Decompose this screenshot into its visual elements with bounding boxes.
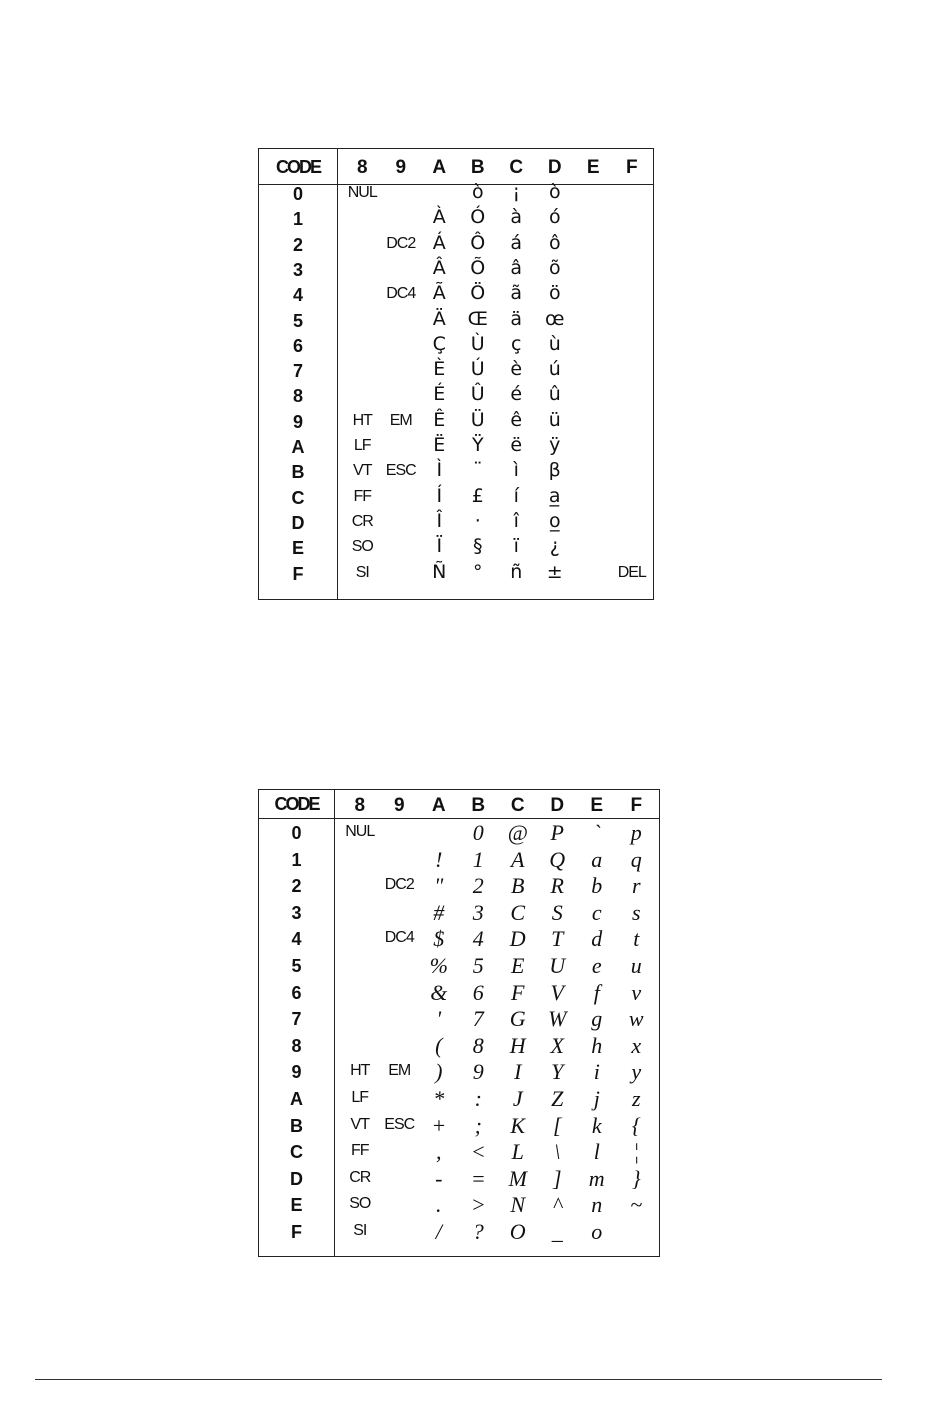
char-cell: FF (350, 1142, 369, 1160)
column-header-d: D (547, 157, 562, 178)
char-cell: SO (349, 1195, 371, 1213)
char-cell: ç (511, 332, 522, 355)
char-cell: K (510, 1112, 526, 1138)
row-label-e: E (290, 1195, 303, 1216)
char-cell: X (550, 1032, 564, 1058)
char-cell: SI (353, 1222, 367, 1239)
char-cell: 7 (472, 1006, 484, 1032)
char-cell: " (434, 873, 444, 899)
char-cell: é (510, 383, 523, 406)
char-cell: T (551, 926, 564, 952)
char-cell: 3 (472, 899, 484, 925)
char-cell: ? (472, 1219, 484, 1244)
char-cell: k (591, 1112, 602, 1138)
char-cell: n (591, 1192, 603, 1218)
row-label-8: 8 (291, 1035, 302, 1056)
column-header-d: D (550, 794, 565, 816)
char-cell: S (551, 899, 563, 925)
char-cell: Œ (467, 307, 488, 330)
char-cell: ¡ (512, 181, 521, 203)
char-cell: t (633, 926, 640, 952)
char-cell: q (630, 846, 642, 872)
char-cell: ú (548, 358, 561, 381)
char-cell: u (630, 953, 642, 978)
char-cell: O (509, 1219, 526, 1244)
char-cell: ± (546, 560, 563, 583)
row-label-c: C (291, 487, 305, 508)
char-cell: Ù (470, 332, 485, 355)
row-label-9: 9 (292, 411, 303, 432)
char-cell: } (631, 1165, 641, 1191)
code-column-divider (334, 790, 335, 1256)
character-table-international (258, 148, 654, 600)
column-header-b: B (470, 157, 485, 178)
char-cell: * (433, 1086, 445, 1111)
char-cell: - (435, 1165, 443, 1191)
char-cell: A (511, 846, 525, 872)
char-cell: C (510, 899, 526, 925)
row-label-4: 4 (291, 929, 302, 950)
char-cell: ï (513, 535, 519, 558)
char-cell: ó (548, 206, 561, 229)
char-cell: À (432, 206, 446, 229)
row-label-1: 1 (292, 209, 303, 230)
char-cell: 0 (472, 820, 484, 845)
char-cell: U (549, 953, 566, 978)
row-label-0: 0 (292, 184, 303, 204)
char-cell: E (511, 953, 525, 978)
char-cell: FF (353, 487, 372, 505)
column-header-9: 9 (395, 157, 407, 178)
char-cell: Û (470, 383, 485, 406)
page-footer-rule (35, 1379, 882, 1380)
char-cell: W (548, 1006, 567, 1032)
code-column-divider (337, 149, 338, 599)
char-cell: [ (552, 1112, 562, 1138)
char-cell: r (631, 873, 641, 899)
char-cell: % (429, 953, 448, 978)
char-cell: \ (554, 1139, 561, 1165)
char-cell: HT (352, 411, 372, 429)
char-cell: DC4 (384, 929, 414, 947)
row-label-b: B (291, 462, 305, 483)
char-cell: p (630, 820, 642, 845)
char-cell: EM (388, 1062, 411, 1080)
char-cell: J (512, 1086, 523, 1111)
char-cell: H (509, 1032, 526, 1058)
char-cell: $ (433, 926, 445, 952)
char-cell: õ (548, 256, 561, 279)
char-cell: Í (436, 484, 443, 507)
char-cell: I (514, 1059, 522, 1085)
char-cell: ü (548, 408, 561, 431)
char-cell: Ü (470, 408, 485, 431)
column-header-e: E (590, 794, 604, 816)
char-cell: B (511, 873, 525, 899)
char-cell: d (591, 926, 603, 952)
char-cell: · (474, 509, 481, 532)
char-cell: ù (548, 332, 561, 355)
char-cell: V (550, 979, 564, 1005)
char-cell: Ä (432, 307, 446, 330)
char-cell: w (628, 1006, 644, 1032)
row-label-a: A (291, 437, 305, 457)
char-cell: Ú (470, 358, 485, 381)
char-cell: v (631, 979, 642, 1005)
column-header-b: B (471, 794, 486, 816)
char-cell: Â (432, 256, 446, 279)
char-cell: R (550, 873, 564, 899)
char-cell: a̲ (548, 484, 561, 507)
row-label-d: D (290, 1168, 303, 1189)
column-header-e: E (586, 157, 600, 178)
char-cell: + (431, 1112, 447, 1138)
char-cell: EM (389, 411, 412, 429)
char-cell: È (433, 358, 446, 381)
row-label-3: 3 (292, 259, 303, 280)
row-label-c: C (290, 1142, 303, 1163)
char-cell: y (631, 1059, 642, 1085)
char-cell: í (513, 484, 519, 507)
row-label-2: 2 (292, 234, 303, 255)
char-cell: ì (513, 459, 519, 482)
header-divider (259, 818, 659, 819)
char-cell: Ñ (432, 560, 447, 583)
char-cell: P (550, 820, 564, 845)
char-cell: è (510, 358, 523, 381)
row-label-6: 6 (292, 335, 303, 356)
char-cell: a (591, 846, 603, 872)
column-header-a: A (431, 794, 446, 816)
char-cell: ô (548, 231, 561, 254)
char-cell: 2 (472, 873, 484, 899)
char-cell: VT (353, 462, 372, 480)
char-cell: û (548, 383, 561, 406)
char-cell: £ (471, 484, 484, 507)
char-cell: Ô (470, 231, 486, 254)
char-cell: Á (432, 231, 446, 254)
char-cell: Õ (470, 256, 486, 279)
character-table-italic (258, 789, 660, 1257)
char-cell: ÿ (549, 434, 561, 456)
row-label-8: 8 (292, 386, 303, 407)
char-cell: N (510, 1192, 526, 1218)
char-cell: > (470, 1192, 486, 1218)
row-label-a: A (290, 1089, 303, 1109)
char-cell: ] (552, 1165, 562, 1191)
char-cell: l (593, 1139, 600, 1165)
char-cell: 9 (472, 1059, 484, 1085)
char-cell: â (510, 256, 523, 279)
char-cell: g (591, 1006, 603, 1032)
char-cell: DC4 (386, 285, 416, 303)
char-cell: F (511, 979, 525, 1005)
char-cell: ò (471, 181, 484, 203)
row-label-7: 7 (292, 361, 303, 382)
char-cell: @ (507, 820, 528, 845)
char-cell: M (508, 1165, 527, 1191)
char-cell: & (430, 979, 448, 1005)
char-cell: DEL (617, 563, 646, 581)
char-cell: / (435, 1219, 442, 1244)
char-cell: ) (435, 1059, 443, 1085)
char-cell: § (473, 535, 483, 558)
char-cell: VT (350, 1115, 369, 1133)
char-cell: ; (474, 1112, 482, 1138)
char-cell: ESC (385, 462, 416, 480)
char-cell: f (593, 979, 600, 1005)
char-cell: ö (548, 282, 561, 305)
row-label-f: F (292, 563, 304, 584)
char-cell: ¦ (633, 1139, 640, 1165)
char-cell: Q (549, 846, 566, 872)
char-cell: : (474, 1086, 482, 1111)
char-cell: b (591, 873, 603, 899)
char-cell: Ó (470, 206, 486, 229)
char-cell: ¿ (549, 535, 560, 558)
char-cell: = (470, 1165, 486, 1191)
char-cell: á (510, 231, 523, 254)
char-cell: Î (436, 509, 443, 532)
char-cell: É (433, 383, 446, 406)
char-cell: x (631, 1032, 642, 1058)
char-cell: œ (545, 307, 565, 330)
char-cell: LF (353, 437, 371, 454)
char-cell: . (436, 1192, 442, 1218)
char-cell: DC2 (386, 234, 416, 252)
char-cell: CR (351, 512, 373, 530)
char-cell: SI (355, 563, 369, 581)
row-label-b: B (290, 1115, 303, 1136)
char-cell: m (588, 1165, 605, 1191)
row-label-5: 5 (292, 310, 303, 331)
column-header-8: 8 (356, 157, 368, 178)
char-cell: ESC (384, 1115, 415, 1133)
char-cell: Ã (432, 282, 446, 305)
char-cell: NUL (345, 823, 375, 840)
char-cell: SO (351, 538, 373, 556)
char-cell: 8 (472, 1032, 484, 1058)
char-cell: j (593, 1086, 600, 1111)
column-header-9: 9 (393, 794, 405, 816)
row-label-1: 1 (291, 849, 302, 870)
char-cell: HT (350, 1062, 370, 1080)
char-cell: ò (548, 181, 561, 203)
char-cell: ñ (510, 560, 523, 583)
char-cell: ' (436, 1006, 442, 1032)
char-cell: i (593, 1059, 600, 1085)
char-cell: e (591, 953, 602, 978)
char-cell: _ (551, 1219, 563, 1244)
char-cell: ë (510, 434, 523, 456)
row-label-5: 5 (291, 956, 302, 976)
char-cell: , (436, 1139, 442, 1165)
char-cell: Ÿ (471, 434, 484, 456)
char-cell: 1 (472, 846, 484, 872)
char-cell: Z (551, 1086, 564, 1111)
row-label-f: F (291, 1222, 302, 1242)
char-cell: à (510, 206, 523, 229)
char-cell: ° (473, 560, 483, 583)
header-code-label: CODE (274, 794, 319, 814)
row-label-9: 9 (291, 1062, 302, 1083)
char-cell: NUL (347, 184, 377, 201)
char-cell: s (631, 899, 641, 925)
char-cell: ! (435, 846, 443, 872)
char-cell: 6 (472, 979, 484, 1005)
column-header-a: A (432, 157, 447, 178)
char-cell: 5 (472, 953, 484, 978)
char-cell: Y (551, 1059, 564, 1085)
char-cell: β (548, 459, 561, 482)
char-cell: Ö (470, 282, 486, 305)
row-label-2: 2 (291, 876, 302, 897)
char-cell: ~ (630, 1192, 643, 1218)
column-header-c: C (510, 794, 525, 816)
char-cell: Ï (436, 535, 443, 558)
char-cell: o̲ (548, 509, 561, 532)
char-cell: c (591, 899, 602, 925)
row-label-6: 6 (291, 982, 302, 1003)
char-cell: G (509, 1006, 526, 1032)
column-header-8: 8 (354, 794, 366, 816)
char-cell: ( (435, 1032, 443, 1058)
char-cell: CR (349, 1168, 371, 1186)
row-label-e: E (291, 538, 304, 559)
char-cell: ê (510, 408, 523, 431)
header-code-label: CODE (275, 156, 320, 177)
char-cell: ^ (552, 1192, 562, 1218)
char-cell: D (509, 926, 526, 952)
char-cell: 4 (472, 926, 484, 952)
column-header-c: C (509, 157, 524, 178)
char-cell: Ë (433, 434, 446, 456)
column-header-f: F (630, 794, 643, 816)
char-cell: o (591, 1219, 603, 1244)
char-cell: ä (510, 307, 523, 330)
char-cell: Ç (432, 332, 446, 355)
char-cell: ã (510, 282, 523, 305)
row-label-d: D (291, 512, 305, 533)
char-cell: LF (351, 1089, 369, 1106)
char-cell: Ì (436, 459, 443, 482)
row-label-4: 4 (292, 285, 303, 306)
column-header-f: F (625, 157, 638, 178)
row-label-0: 0 (291, 823, 302, 843)
char-cell: h (591, 1032, 603, 1058)
char-cell: î (513, 509, 519, 532)
char-cell: L (511, 1139, 524, 1165)
row-label-7: 7 (291, 1009, 302, 1030)
char-cell: Ê (433, 408, 446, 431)
char-cell: DC2 (384, 876, 414, 894)
char-cell: { (631, 1112, 641, 1138)
char-cell: z (631, 1086, 641, 1111)
char-cell: # (433, 899, 445, 925)
char-cell: ¨ (473, 459, 483, 482)
char-cell: < (470, 1139, 486, 1165)
row-label-3: 3 (291, 902, 302, 923)
char-cell: ` (593, 820, 601, 845)
